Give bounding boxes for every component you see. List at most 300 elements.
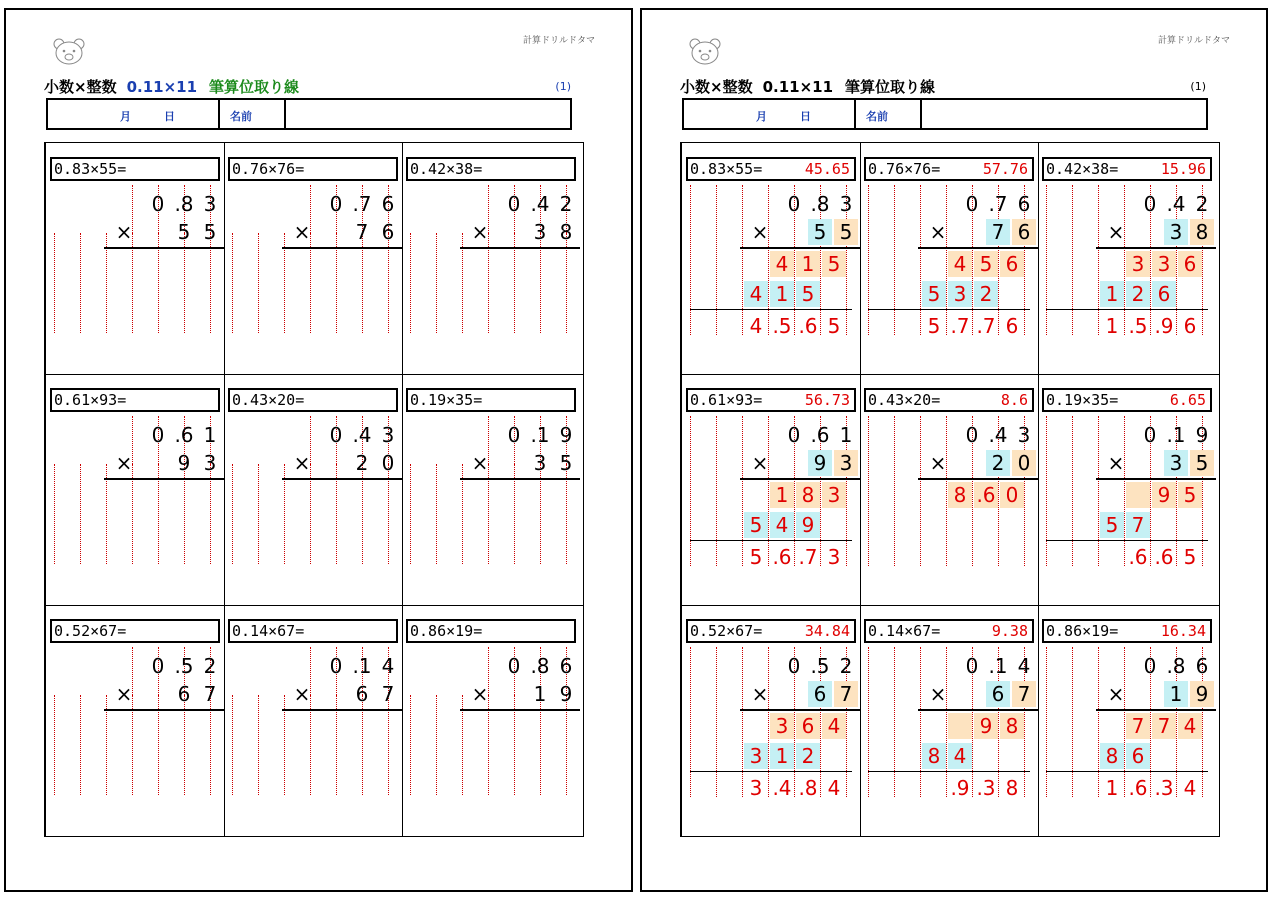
place-value-line [868,416,869,566]
place-value-line [80,233,81,333]
partial-product-digit: 2 [1126,281,1150,307]
multiplicand-digit: 9 [559,423,573,447]
problem-expression [50,619,220,643]
result-digit: 5 [927,314,941,338]
answer-text: 56.73 [804,391,850,409]
partial-product-digit: 4 [770,251,794,277]
partial-product-digit: 7 [1126,512,1150,538]
result-digit: 8 [1005,776,1019,800]
multiplicand-digit: 0 [787,423,801,447]
place-value-line [232,464,233,564]
problem-expression [1042,388,1212,412]
multiplicand-digit: .6 [810,423,830,447]
multiplicand-digit: 0 [965,423,979,447]
problem-cell [224,605,402,836]
result-digit: .8 [798,776,818,800]
place-value-line [1046,185,1047,335]
header-divider [218,100,220,128]
expression-text: 0.19×35= [1046,391,1119,409]
times-sign: × [929,682,947,706]
answer-text: 34.84 [804,622,850,640]
multiplicand-digit: 2 [559,192,573,216]
product-rule [460,709,580,711]
multiplicand-digit: 0 [787,654,801,678]
expression-text: 0.42×38= [1046,160,1119,178]
partial-product-digit: 1 [770,482,794,508]
partial-product-digit: 4 [948,251,972,277]
product-rule [282,478,402,480]
problem-expression [864,388,1034,412]
multiplicand-digit: 0 [151,192,165,216]
multiplier-digit: 5 [559,451,573,475]
expression-text: 0.52×67= [690,622,763,640]
expression-text: 0.61×93= [690,391,763,409]
times-sign: × [1107,451,1125,475]
expression-text: 0.76×76= [868,160,941,178]
partial-product-digit: 6 [1152,281,1176,307]
partial-product-digit: 6 [1000,251,1024,277]
page-title [680,76,935,97]
multiplicand-digit: .1 [530,423,550,447]
multiplier-digit: 7 [355,220,369,244]
title-level: 0.11×11 [126,78,198,96]
multiplicand-digit: 0 [151,654,165,678]
place-value-line [232,233,233,333]
multiplicand-digit: 3 [203,192,217,216]
name-field[interactable] [288,100,570,128]
place-value-line [436,233,437,333]
result-digit: .9 [950,776,970,800]
multiplier-digit: 3 [1164,450,1188,476]
problem-cell [682,374,860,605]
place-value-line [258,233,259,333]
times-sign: × [471,682,489,706]
problem-cell [46,605,224,836]
product-rule [104,478,224,480]
problem-cell [860,605,1038,836]
header-divider [920,100,922,128]
multiplier-digit: 6 [808,681,832,707]
partial-product-digit: 0 [1000,482,1024,508]
problem-expression [864,157,1034,181]
sum-rule [690,771,852,772]
times-sign: × [115,220,133,244]
sum-rule [1046,540,1208,541]
multiplicand-digit: 0 [329,192,343,216]
multiplicand-digit: .6 [174,423,194,447]
place-value-line [54,464,55,564]
times-sign: × [471,451,489,475]
result-digit: 3 [827,545,841,569]
problem-expression [1042,157,1212,181]
page-number: (1) [1190,80,1206,93]
place-value-line [868,647,869,797]
multiplier-digit: 9 [177,451,191,475]
partial-product-digit: 8 [1100,743,1124,769]
result-digit: .4 [772,776,792,800]
title-subject: 小数×整数 [680,78,753,96]
result-digit: .7 [798,545,818,569]
multiplicand-digit: .4 [988,423,1008,447]
problem-expression [686,157,856,181]
multiplicand-digit: 6 [559,654,573,678]
result-digit: 6 [1005,314,1019,338]
page-number: (1) [555,80,571,93]
multiplicand-digit: 0 [1143,192,1157,216]
partial-product-digit: 7 [1152,713,1176,739]
multiplier-digit: 9 [808,450,832,476]
problem-cell [402,143,580,374]
multiplier-digit: 6 [986,681,1010,707]
multiplicand-digit: 6 [1195,654,1209,678]
place-value-line [868,185,869,335]
times-sign: × [1107,220,1125,244]
expression-text: 0.52×67= [54,622,127,640]
result-digit: 6 [1183,314,1197,338]
result-digit: .7 [950,314,970,338]
times-sign: × [293,451,311,475]
multiplier-digit: 5 [1190,450,1214,476]
result-digit: .6 [1128,545,1148,569]
result-digit: 5 [827,314,841,338]
problem-cell [224,374,402,605]
page-title [44,76,299,97]
multiplier-digit: 3 [1164,219,1188,245]
place-value-line [894,416,895,566]
expression-text: 0.86×19= [1046,622,1119,640]
multiplier-digit: 3 [533,220,547,244]
multiplier-digit: 0 [1012,450,1036,476]
problem-expression [686,388,856,412]
place-value-line [1098,185,1099,335]
place-value-line [1072,185,1073,335]
expression-text: 0.83×55= [54,160,127,178]
partial-product-digit: 3 [948,281,972,307]
multiplicand-digit: 2 [839,654,853,678]
partial-product-digit: 2 [796,743,820,769]
result-digit [1100,544,1124,570]
worksheet-answers [640,8,1268,892]
multiplicand-digit: 4 [1017,654,1031,678]
times-sign: × [751,220,769,244]
problem-expression [1042,619,1212,643]
partial-product-digit: 5 [744,512,768,538]
place-value-line [258,464,259,564]
result-digit: .3 [1154,776,1174,800]
expression-text: 0.86×19= [410,622,483,640]
place-value-line [894,185,895,335]
partial-product-digit: 1 [770,743,794,769]
multiplier-digit: 7 [203,682,217,706]
sum-rule [690,309,852,310]
multiplicand-digit: 0 [787,192,801,216]
product-rule [740,709,860,711]
sum-rule [690,540,852,541]
multiplicand-digit: 0 [329,423,343,447]
times-sign: × [293,682,311,706]
times-sign: × [751,451,769,475]
multiplier-digit: 2 [986,450,1010,476]
problem-expression [406,157,576,181]
multiplier-digit: 2 [355,451,369,475]
brand-label: 計算ドリルドタマ [522,36,595,46]
partial-product-digit: 5 [1178,482,1202,508]
multiplicand-digit: .4 [352,423,372,447]
product-rule [460,247,580,249]
place-value-line [436,464,437,564]
product-rule [1096,709,1216,711]
multiplicand-digit: 0 [965,654,979,678]
partial-product-digit: 1 [770,281,794,307]
product-rule [918,709,1038,711]
result-digit: 1 [1105,314,1119,338]
product-rule [282,247,402,249]
result-digit: .7 [976,314,996,338]
result-digit: .6 [798,314,818,338]
place-value-line [716,647,717,797]
multiplicand-digit: .7 [988,192,1008,216]
problem-cell [46,374,224,605]
name-label: 名前 [230,110,252,123]
problem-expression [50,388,220,412]
result-digit: 4 [827,776,841,800]
times-sign: × [293,220,311,244]
result-digit: .5 [772,314,792,338]
problem-expression [406,619,576,643]
place-value-line [690,185,691,335]
place-value-line [1046,647,1047,797]
problem-expression [228,157,398,181]
multiplier-digit: 6 [177,682,191,706]
multiplicand-digit: 3 [839,192,853,216]
place-value-line [410,233,411,333]
multiplicand-digit: .4 [1166,192,1186,216]
title-method: 筆算位取り線 [845,78,936,96]
header-divider [284,100,286,128]
partial-product-digit: .6 [974,482,998,508]
place-value-line [232,695,233,795]
place-value-line [742,647,743,797]
problem-expression [50,157,220,181]
multiplier-digit: 7 [381,682,395,706]
multiplicand-digit: .1 [1166,423,1186,447]
partial-product-digit: 5 [1100,512,1124,538]
problem-expression [686,619,856,643]
result-digit: .6 [772,545,792,569]
multiplicand-digit: .1 [352,654,372,678]
multiplier-digit: 3 [834,450,858,476]
multiplicand-digit: .4 [530,192,550,216]
partial-product-digit: 8 [948,482,972,508]
result-digit: 5 [749,545,763,569]
product-rule [1096,478,1216,480]
problem-expression [228,388,398,412]
multiplier-digit: 5 [834,219,858,245]
problem-cell [46,143,224,374]
multiplicand-digit: .8 [1166,654,1186,678]
partial-product-digit: 4 [770,512,794,538]
product-rule [460,478,580,480]
partial-product-digit: 5 [974,251,998,277]
name-label: 名前 [866,110,888,123]
problem-cell [1038,143,1216,374]
sum-rule [1046,771,1208,772]
partial-product-digit: 4 [822,713,846,739]
multiplier-digit: 1 [1164,681,1188,707]
place-value-line [920,647,921,797]
place-value-line [690,647,691,797]
multiplicand-digit: .7 [352,192,372,216]
multiplicand-digit: 0 [1143,423,1157,447]
partial-product-digit [1126,482,1150,508]
partial-product-digit: 3 [770,713,794,739]
partial-product-digit: 3 [822,482,846,508]
multiplier-digit: 6 [1012,219,1036,245]
result-digit: .6 [1128,776,1148,800]
multiplier-digit: 5 [808,219,832,245]
partial-product-digit: 3 [744,743,768,769]
multiplicand-digit: .1 [988,654,1008,678]
place-value-line [54,233,55,333]
multiplier-digit: 8 [1190,219,1214,245]
place-value-line [1072,416,1073,566]
place-value-line [742,416,743,566]
problem-cell [860,374,1038,605]
title-method: 筆算位取り線 [209,78,300,96]
place-value-line [894,647,895,797]
problem-cell [224,143,402,374]
times-sign: × [1107,682,1125,706]
brand-label: 計算ドリルドタマ [1157,36,1230,46]
day-label: 日 [800,110,811,123]
problem-grid [680,142,1220,837]
place-value-line [742,185,743,335]
partial-product-digit: 3 [1152,251,1176,277]
month-label: 月 [120,110,131,123]
multiplier-digit: 5 [203,220,217,244]
bear-logo-icon [688,36,722,66]
place-value-line [716,416,717,566]
multiplier-digit: 3 [203,451,217,475]
multiplier-digit: 6 [355,682,369,706]
multiplicand-digit: 6 [1017,192,1031,216]
partial-product-digit: 8 [922,743,946,769]
place-value-line [410,464,411,564]
answer-text: 45.65 [804,160,850,178]
multiplicand-digit: 0 [329,654,343,678]
product-rule [104,247,224,249]
times-sign: × [929,220,947,244]
multiplicand-digit: 0 [151,423,165,447]
title-subject: 小数×整数 [44,78,117,96]
multiplicand-digit: 3 [381,423,395,447]
place-value-line [80,464,81,564]
partial-product-digit: 7 [1126,713,1150,739]
sum-rule [868,771,1030,772]
partial-product-digit: 1 [1100,281,1124,307]
multiplicand-digit: 2 [1195,192,1209,216]
partial-product-digit: 2 [974,281,998,307]
multiplicand-digit: 0 [507,423,521,447]
place-value-line [258,695,259,795]
month-label: 月 [756,110,767,123]
partial-product-digit: 6 [1178,251,1202,277]
expression-text: 0.43×20= [232,391,305,409]
partial-product-digit: 5 [922,281,946,307]
place-value-line [410,695,411,795]
answer-text: 15.96 [1160,160,1206,178]
partial-product-digit [948,713,972,739]
problem-expression [406,388,576,412]
sum-rule [868,309,1030,310]
problem-cell [402,374,580,605]
problem-grid [44,142,584,837]
place-value-line [54,695,55,795]
place-value-line [80,695,81,795]
multiplicand-digit: 1 [839,423,853,447]
problem-cell [402,605,580,836]
place-value-line [436,695,437,795]
multiplicand-digit: 0 [507,192,521,216]
partial-product-digit: 5 [822,251,846,277]
problem-cell [1038,374,1216,605]
expression-text: 0.61×93= [54,391,127,409]
times-sign: × [751,682,769,706]
problem-cell [682,143,860,374]
answer-text: 8.6 [1000,391,1028,409]
expression-text: 0.42×38= [410,160,483,178]
times-sign: × [115,682,133,706]
product-rule [918,478,1038,480]
multiplicand-digit: 2 [203,654,217,678]
place-value-line [1098,416,1099,566]
partial-product-digit: 4 [1178,713,1202,739]
multiplier-digit: 7 [1012,681,1036,707]
multiplier-digit: 6 [381,220,395,244]
place-value-line [716,185,717,335]
partial-product-digit: 6 [796,713,820,739]
name-field[interactable] [924,100,1206,128]
multiplicand-digit: 1 [203,423,217,447]
multiplicand-digit: .8 [810,192,830,216]
multiplicand-digit: .8 [530,654,550,678]
result-digit: 4 [1183,776,1197,800]
multiplicand-digit: .5 [174,654,194,678]
partial-product-digit: 8 [796,482,820,508]
partial-product-digit: 9 [796,512,820,538]
product-rule [740,478,860,480]
place-value-line [920,416,921,566]
place-value-line [1046,416,1047,566]
partial-product-digit: 4 [744,281,768,307]
multiplier-digit: 7 [986,219,1010,245]
result-digit: 1 [1105,776,1119,800]
header-divider [854,100,856,128]
result-digit: 4 [749,314,763,338]
expression-text: 0.43×20= [868,391,941,409]
partial-product-digit: 4 [948,743,972,769]
partial-product-digit: 6 [1126,743,1150,769]
multiplier-digit: 8 [559,220,573,244]
product-rule [104,709,224,711]
multiplicand-digit: .5 [810,654,830,678]
name-date-header [682,98,1208,130]
result-digit: 3 [749,776,763,800]
name-date-header [46,98,572,130]
partial-product-digit: 8 [1000,713,1024,739]
worksheet-problems [4,8,633,892]
title-level: 0.11×11 [762,78,834,96]
